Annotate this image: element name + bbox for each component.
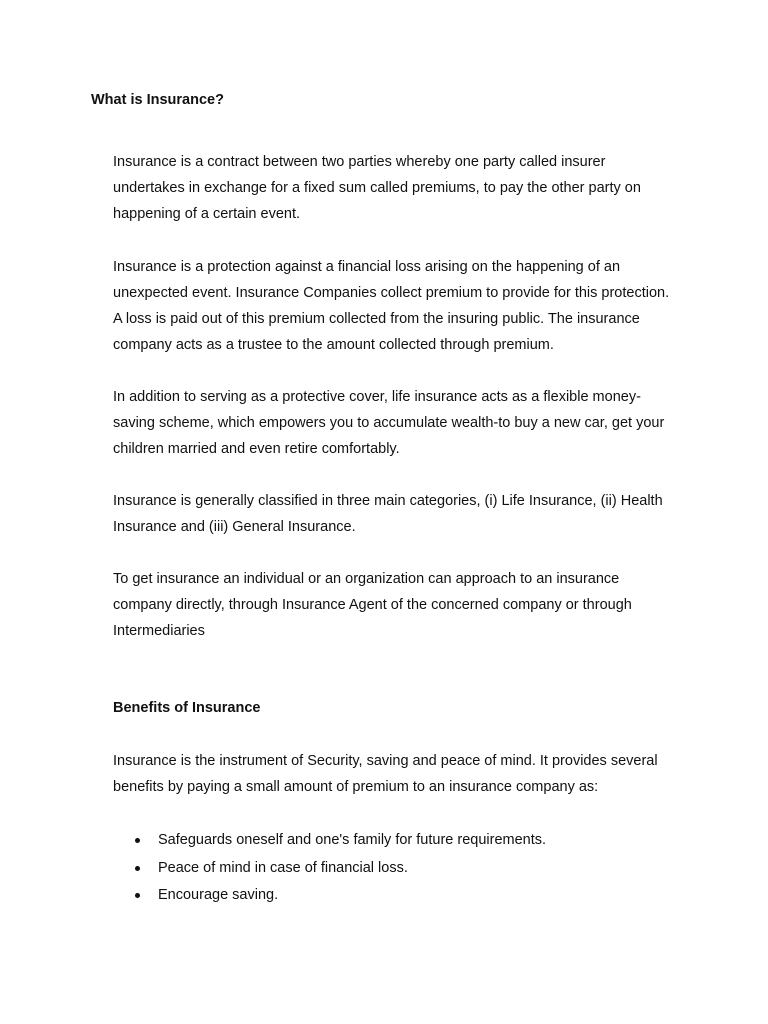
benefits-intro: Insurance is the instrument of Security, saving and peace of mind. It provides several benefits by paying a small amount of premium to an insurance company as: (113, 753, 658, 795)
list-item (135, 882, 675, 910)
benefits-heading: Benefits of Insurance (113, 700, 261, 716)
bullet-icon (135, 893, 140, 898)
list-item-text: Peace of mind in case of financial loss. (158, 859, 408, 876)
paragraph-approach: To get insurance an individual or an organization can approach to an insurance company directly, through Insurance Agent of the concerned company or through Intermediaries (113, 571, 632, 639)
list-item-text: Encourage saving. (158, 887, 279, 903)
page-title: What is Insurance? (91, 92, 224, 108)
paragraph-protection: Insurance is a protection against a financial loss arising on the happening of an unexpected event. Insurance Companies collect premium to provide for this protection. A loss is paid out of this premium collected from the insuring public. The insurance company acts as a trustee to the amount collected through premium. (113, 259, 670, 353)
benefits-list (135, 827, 675, 910)
list-item (135, 855, 675, 883)
paragraph-savings: In addition to serving as a protective cover, life insurance acts as a flexible money-saving scheme, which empowers you to accumulate wealth-to buy a new car, get your children married and even retire comfortably. (113, 389, 665, 457)
paragraph-categories: Insurance is generally classified in three main categories, (i) Life Insurance, (ii) Health Insurance and (iii) General Insurance. (113, 493, 663, 535)
paragraph-definition: Insurance is a contract between two parties whereby one party called insurer undertakes in exchange for a fixed sum called premiums, to pay the other party on happening of a certain event. (113, 154, 641, 222)
bullet-icon (135, 838, 140, 843)
list-item-text: Safeguards oneself and one's family for future requirements. (158, 832, 547, 848)
list-item (135, 827, 675, 855)
bullet-icon (135, 866, 140, 871)
